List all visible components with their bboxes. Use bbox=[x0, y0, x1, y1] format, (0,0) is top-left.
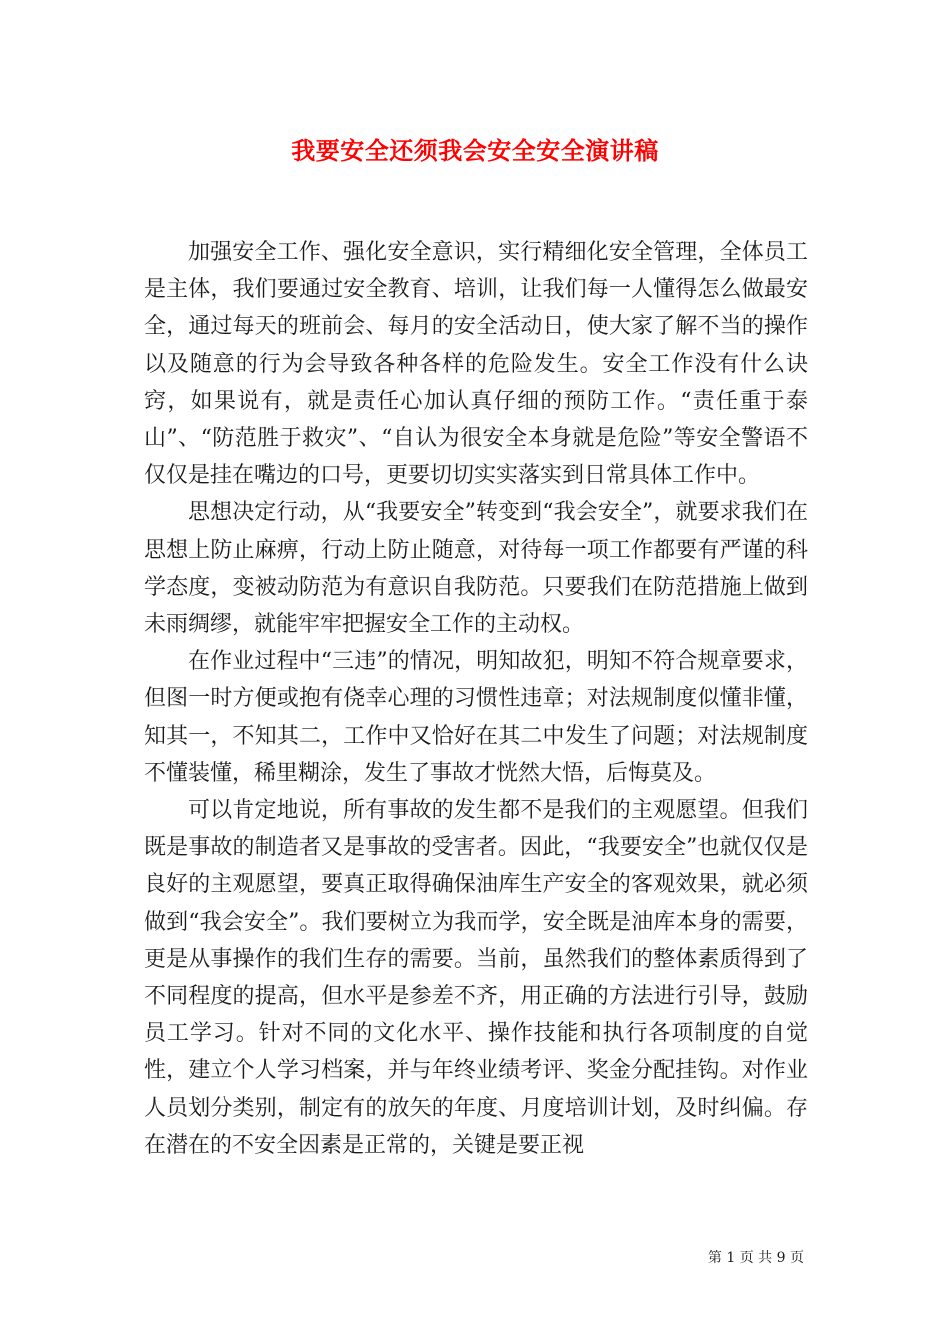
document-title: 我要安全还须我会安全安全演讲稿 bbox=[291, 136, 659, 165]
document-body bbox=[144, 234, 808, 1164]
paragraph-1: 加强安全工作、强化安全意识，实行精细化安全管理，全体员工是主体，我们要通过安全教育、培训，让我们每一人懂得怎么做最安全，通过每天的班前会、每月的安全活动日，使大家了解不当的操作以及随意的行为会导致各种各样的危险发生。安全工作没有什么诀窍，如果说有，就是责任心加认真仔细的预防工作。“责任重于泰山”、“防范胜于救灾”、“自认为很安全本身就是危险”等安全警语不仅仅是挂在嘴边的口号，更要切切实实落实到日常具体工作中。 bbox=[144, 240, 808, 489]
page-number-footer: 第 1 页 共 9 页 bbox=[707, 1250, 804, 1266]
paragraph-3: 在作业过程中“三违”的情况，明知故犯，明知不符合规章要求，但图一时方便或抱有侥幸心理的习惯性违章；对法规制度似懂非懂，知其一，不知其二，工作中又恰好在其二中发生了问题；对法规制度不懂装懂，稀里糊涂，发生了事故才恍然大悟，后悔莫及。 bbox=[144, 649, 808, 786]
paragraph-4: 可以肯定地说，所有事故的发生都不是我们的主观愿望。但我们既是事故的制造者又是事故的受害者。因此，“我要安全”也就仅仅是良好的主观愿望，要真正取得确保油库生产安全的客观效果，就必须做到“我会安全”。我们要树立为我而学，安全既是油库本身的需要，更是从事操作的我们生存的需要。当前，虽然我们的整体素质得到了不同程度的提高，但水平是参差不齐，用正确的方法进行引导，鼓励员工学习。针对不同的文化水平、操作技能和执行各项制度的自觉性，建立个人学习档案，并与年终业绩考评、奖金分配挂钩。对作业人员划分类别，制定有的放矢的年度、月度培训计划，及时纠偏。存在潜在的不安全因素是正常的，关键是要正视 bbox=[144, 798, 808, 1158]
paragraph-2: 思想决定行动，从“我要安全”转变到“我会安全”，就要求我们在思想上防止麻痹，行动上防止随意，对待每一项工作都要有严谨的科学态度，变被动防范为有意识自我防范。只要我们在防范措施上做到未雨绸缪，就能牢牢把握安全工作的主动权。 bbox=[144, 500, 808, 638]
